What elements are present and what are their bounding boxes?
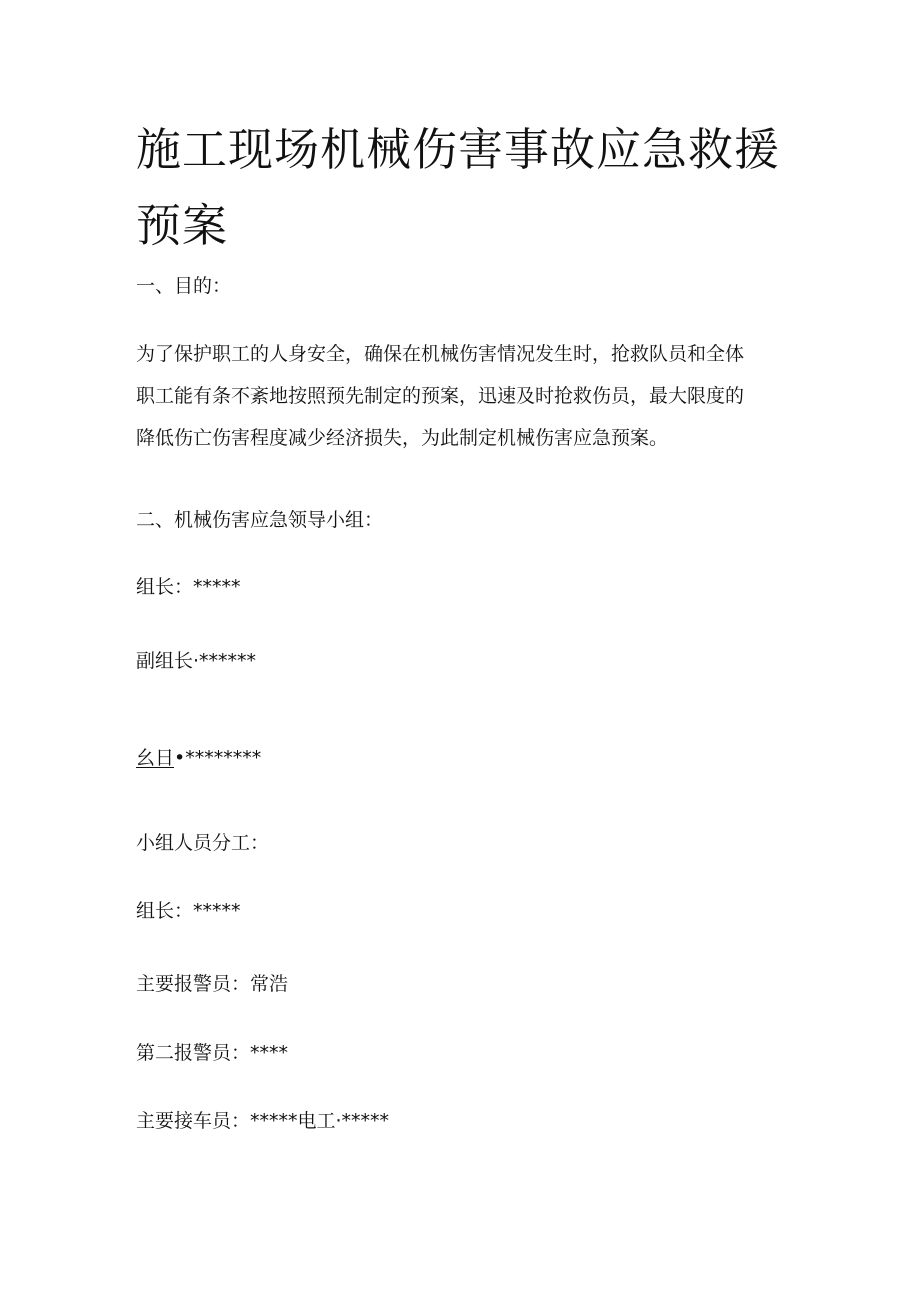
member-line (136, 745, 261, 771)
section1-paragraph (136, 333, 796, 459)
section1-heading: 一、目的： (136, 275, 232, 297)
deputy-leader-line: 副组长·****** (136, 650, 257, 672)
second-alarm-line: 第二报警员：**** (136, 1042, 289, 1064)
main-alarm-line: 主要报警员：常浩 (136, 973, 289, 995)
division-leader-line: 组长：***** (136, 900, 241, 922)
document-title: 施工现场机械伤害事故应急救援预案 (136, 123, 781, 252)
paragraph-line: 降低伤亡伤害程度减少经济损失，为此制定机械伤害应急预案。 (136, 427, 669, 449)
leader-line: 组长：***** (136, 576, 241, 598)
member-label: 幺日 (136, 747, 175, 769)
paragraph-line: 为了保护职工的人身安全，确保在机械伤害情况发生时，抢救队员和全体 (136, 343, 745, 365)
division-heading: 小组人员分工： (136, 832, 270, 854)
member-value: •******** (174, 747, 262, 769)
main-receiver-line: 主要接车员：*****电工·***** (136, 1110, 390, 1132)
section2-heading: 二、机械伤害应急领导小组： (136, 509, 384, 531)
paragraph-line: 职工能有条不紊地按照预先制定的预案，迅速及时抢救伤员，最大限度的 (136, 385, 745, 407)
